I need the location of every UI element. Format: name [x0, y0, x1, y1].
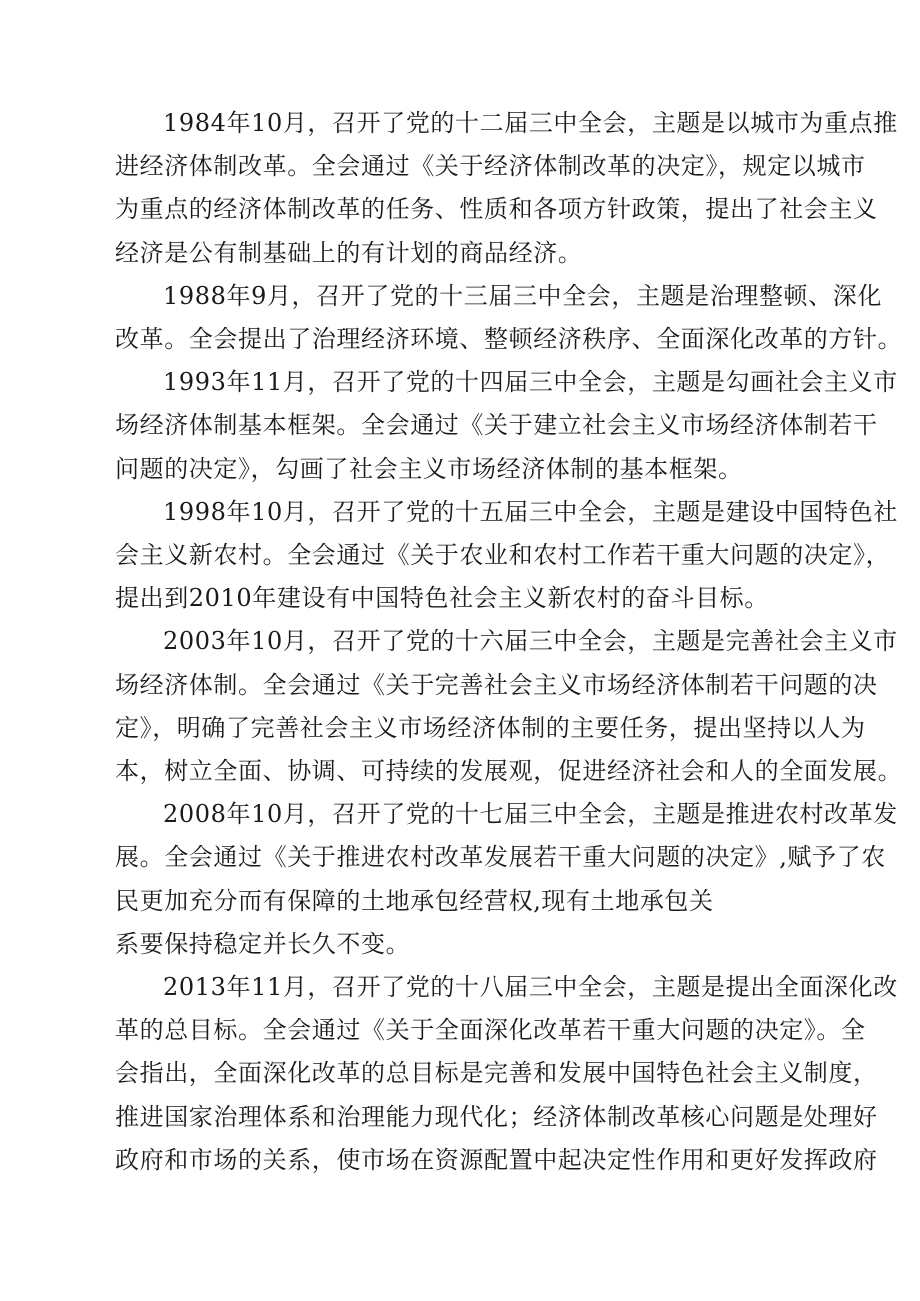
- paragraph-line: 场经济体制。全会通过《关于完善社会主义市场经济体制若干问题的决: [115, 670, 878, 699]
- paragraph-line: 推进国家治理体系和治理能力现代化；经济体制改革核心问题是处理好: [115, 1102, 878, 1131]
- paragraph-line: 政府和市场的关系，使市场在资源配置中起决定性作用和更好发挥政府: [115, 1145, 878, 1174]
- paragraph-line: 问题的决定》，勾画了社会主义市场经济体制的基本框架。: [115, 454, 743, 483]
- paragraph-first-line: 2008年10月，召开了党的十七届三中全会，主题是推进农村改革发: [163, 800, 898, 829]
- paragraph-line: 会指出，全面深化改革的总目标是完善和发展中国特色社会主义制度，: [115, 1059, 878, 1088]
- paragraph-line: 经济是公有制基础上的有计划的商品经济。: [115, 238, 583, 267]
- paragraph-first-line: 1998年10月，召开了党的十五届三中全会，主题是建设中国特色社: [163, 497, 898, 526]
- paragraph-line: 进经济体制改革。全会通过《关于经济体制改革的决定》，规定以城市: [115, 152, 866, 181]
- paragraph-line: 为重点的经济体制改革的任务、性质和各项方针政策，提出了社会主义: [115, 195, 878, 224]
- paragraph-first-line: 2003年10月，召开了党的十六届三中全会，主题是完善社会主义市: [163, 627, 898, 656]
- paragraph-line: 革的总目标。全会通过《关于全面深化改革若干重大问题的决定》。全: [115, 1016, 866, 1045]
- paragraph-line: 民更加充分而有保障的土地承包经营权,现有土地承包关: [115, 886, 714, 915]
- paragraph-first-line: 1993年11月，召开了党的十四届三中全会，主题是勾画社会主义市: [163, 368, 898, 397]
- paragraph-line: 系要保持稳定并长久不变。: [115, 929, 411, 958]
- paragraph-first-line: 1984年10月，召开了党的十二届三中全会，主题是以城市为重点推: [163, 109, 898, 137]
- paragraph-first-line: 1988年9月，召开了党的十三届三中全会，主题是治理整顿、深化: [163, 281, 882, 310]
- paragraph-line: 展。全会通过《关于推进农村改革发展若干重大问题的决定》,赋予了农: [115, 843, 886, 872]
- paragraph-first-line: 2013年11月，召开了党的十八届三中全会，主题是提出全面深化改: [163, 973, 898, 1002]
- paragraph-line: 会主义新农村。全会通过《关于农业和农村工作若干重大问题的决定》，: [115, 541, 891, 570]
- paragraph-line: 本，树立全面、协调、可持续的发展观，促进经济社会和人的全面发展。: [115, 757, 903, 786]
- paragraph-line: 定》，明确了完善社会主义市场经济体制的主要任务，提出坚持以人为: [115, 713, 866, 742]
- paragraph-line: 改革。全会提出了治理经济环境、整顿经济秩序、全面深化改革的方针。: [115, 325, 903, 354]
- paragraph-line: 提出到2010年建设有中国特色社会主义新农村的奋斗目标。: [115, 584, 769, 613]
- document-body: [115, 102, 903, 1182]
- paragraph-line: 场经济体制基本框架。全会通过《关于建立社会主义市场经济体制若干: [115, 411, 878, 440]
